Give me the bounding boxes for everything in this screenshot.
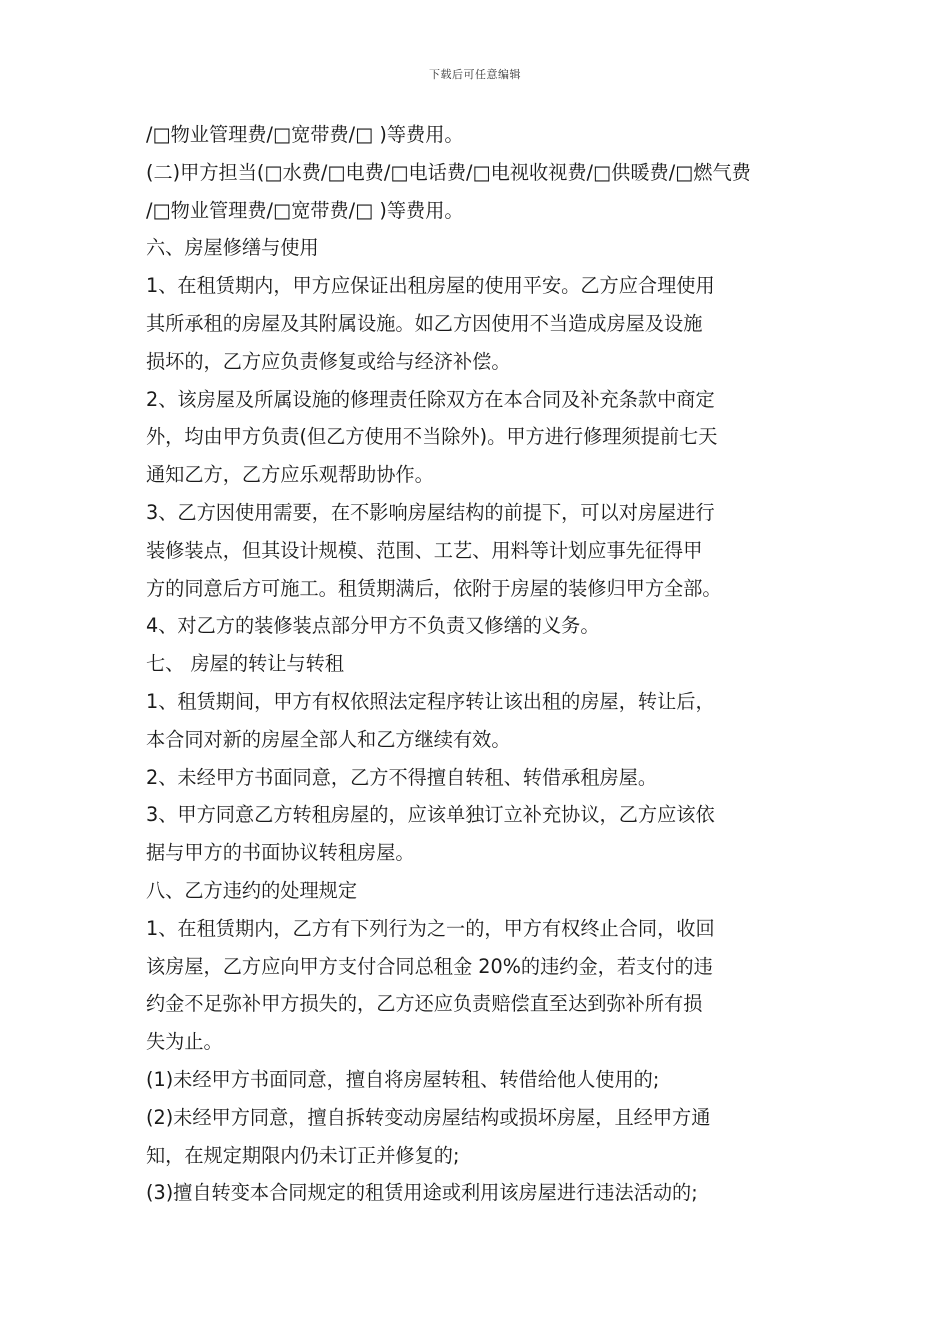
- text-line: 通知乙方，乙方应乐观帮助协作。: [146, 463, 434, 487]
- text-line: 损坏的，乙方应负责修复或给与经济补偿。: [146, 349, 511, 373]
- text-line: 1、在租赁期内，甲方应保证出租房屋的使用平安。乙方应合理使用: [146, 274, 715, 298]
- text-line: /□物业管理费/□宽带费/□ )等费用。: [146, 198, 464, 222]
- text-line: 3、乙方因使用需要，在不影响房屋结构的前提下，可以对房屋进行: [146, 500, 715, 524]
- text-line: 外，均由甲方负责(但乙方使用不当除外)。甲方进行修理须提前七天: [146, 425, 718, 449]
- section-heading: 八、乙方违约的处理规定: [146, 878, 358, 902]
- text-line: 2、该房屋及所属设施的修理责任除双方在本合同及补充条款中商定: [146, 387, 715, 411]
- text-line: 该房屋，乙方应向甲方支付合同总租金 20%的违约金，若支付的违: [146, 954, 713, 978]
- text-line: 失为止。: [146, 1030, 223, 1054]
- page-header: 下载后可任意编辑: [429, 68, 521, 81]
- text-line: 1、在租赁期内，乙方有下列行为之一的，甲方有权终止合同，收回: [146, 916, 715, 940]
- section-heading: 六、房屋修缮与使用: [146, 236, 319, 260]
- text-line: 据与甲方的书面协议转租房屋。: [146, 841, 415, 865]
- text-line: 1、租赁期间，甲方有权依照法定程序转让该出租的房屋，转让后，: [146, 689, 715, 713]
- text-line: 约金不足弥补甲方损失的，乙方还应负责赔偿直至达到弥补所有损: [146, 992, 703, 1016]
- section-heading: 七、 房屋的转让与转租: [146, 652, 344, 676]
- text-line: 本合同对新的房屋全部人和乙方继续有效。: [146, 727, 511, 751]
- text-line: (2)未经甲方同意，擅自拆转变动房屋结构或损坏房屋，且经甲方通: [146, 1105, 711, 1129]
- text-line: (1)未经甲方书面同意，擅自将房屋转租、转借给他人使用的;: [146, 1067, 660, 1091]
- text-line: 方的同意后方可施工。租赁期满后，依附于房屋的装修归甲方全部。: [146, 576, 722, 600]
- text-line: 2、未经甲方书面同意，乙方不得擅自转租、转借承租房屋。: [146, 765, 658, 789]
- text-line: (二)甲方担当(□水费/□电费/□电话费/□电视收视费/□供暖费/□燃气费: [146, 160, 751, 184]
- text-line: 装修装点，但其设计规模、范围、工艺、用料等计划应事先征得甲: [146, 538, 703, 562]
- text-line: 3、甲方同意乙方转租房屋的，应该单独订立补充协议，乙方应该依: [146, 803, 715, 827]
- text-line: 4、对乙方的装修装点部分甲方不负责又修缮的义务。: [146, 614, 600, 638]
- text-line: 知，在规定期限内仍未订正并修复的;: [146, 1143, 460, 1167]
- text-line: /□物业管理费/□宽带费/□ )等费用。: [146, 123, 464, 146]
- contract-body: [146, 116, 808, 1212]
- text-line: 其所承租的房屋及其附属设施。如乙方因使用不当造成房屋及设施: [146, 311, 703, 335]
- text-line: (3)擅自转变本合同规定的租赁用途或利用该房屋进行违法活动的;: [146, 1181, 698, 1205]
